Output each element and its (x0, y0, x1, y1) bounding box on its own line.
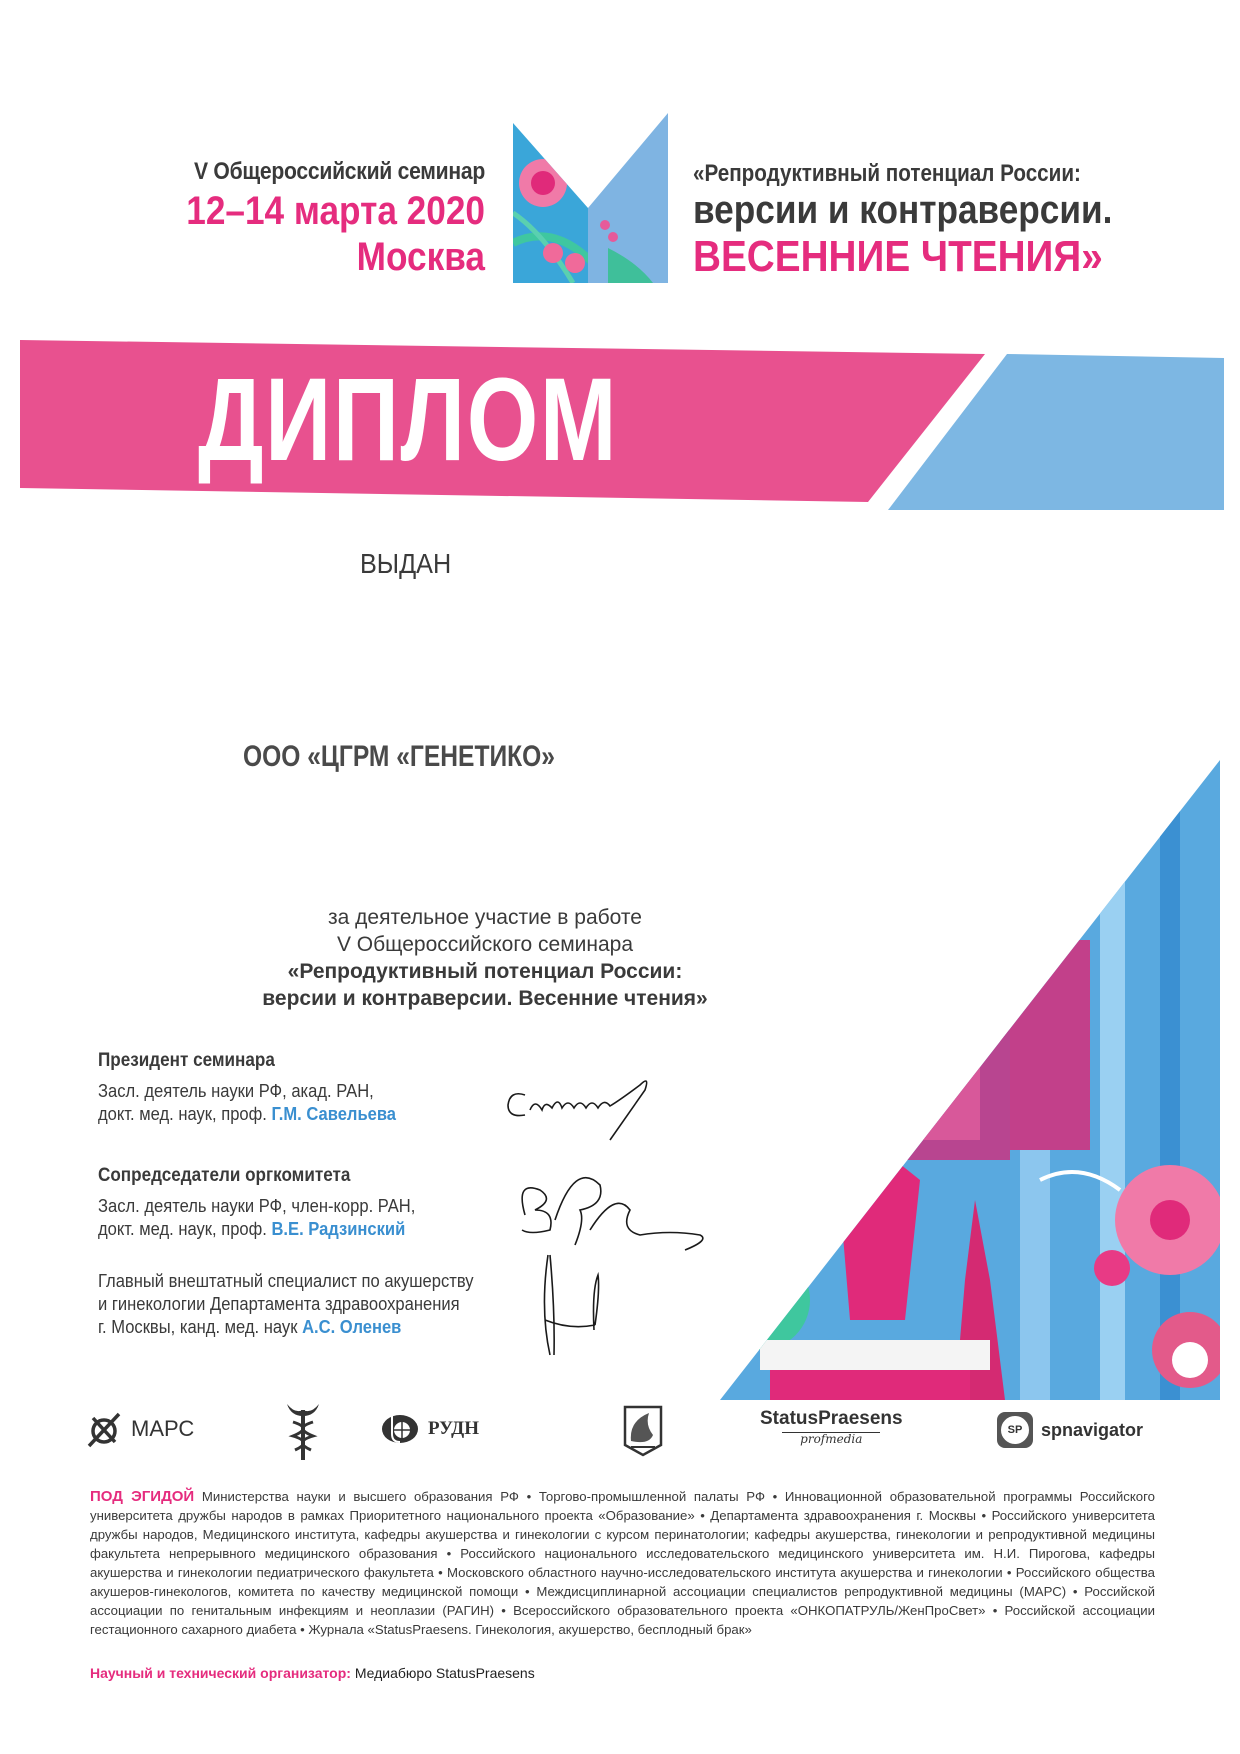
partner-logo-moscow-health (623, 1405, 663, 1457)
event-info (100, 158, 485, 280)
signatory-heading: Президент семинара (98, 1050, 275, 1071)
diploma-title: ДИПЛОМ (198, 354, 619, 486)
aegis-text: Министерства науки и высшего образования РФ • Торгово-промышленной палаты РФ • Инновационной образовательной программы Российского университета дружбы народов в рамках Приоритетного национального проекта «Образование» • Департамента здравоохранения г. Москвы • Российского университета дружбы народов, Медицинского института, кафедры акушерства и гинекологии с курсом перинатологии; кафедры акушерства, гинекологии и репродуктивной медицины факультета непрерывного медицинского образования • Российского национального исследовательского медицинского университета им. Н.И. Пирогова, кафедры акушерства и гинекологии педиатрического факультета • Московского областного научно-исследовательского института акушерства и гинекологии • Российского общества акушеров-гинекологов, комитета по качеству медицинской помощи • Междисциплинарной ассоциации специалистов репродуктивной медицины (МАРС) • Российской ассоциации по генитальным инфекциям и неоплазии (РАГИН) • Всероссийского образовательного проекта «ОНКОПАТРУЛЬ/ЖенПроСвет» • Российской ассоциации гестационного сахарного диабета • Журнала «StatusPraesens. Гинекология, акушерство, бесплодный брак» (90, 1489, 1155, 1637)
partner-logo-label: РУДН (428, 1418, 480, 1439)
signatory-credentials: Засл. деятель науки РФ, акад. РАН, (98, 1081, 374, 1101)
award-reason (160, 904, 810, 1012)
signatory-chief-specialist (98, 1270, 518, 1339)
partner-logo-sublabel: profmedia (782, 1432, 880, 1445)
signature-olenev (544, 1255, 598, 1355)
signatory-credentials: г. Москвы, канд. мед. наук (98, 1317, 303, 1337)
partner-logo-label: МАРС (131, 1416, 195, 1441)
sp-badge-text: SP (1001, 1416, 1029, 1444)
seminar-title-line1: «Репродуктивный потенциал России: (693, 160, 1081, 187)
rudn-globe-icon (380, 1412, 420, 1446)
reason-line: V Общероссийского семинара (336, 933, 634, 956)
recipient-name: ООО «ЦГРМ «ГЕНЕТИКО» (243, 740, 555, 773)
organizer-label: Научный и технический организатор: (90, 1665, 351, 1681)
moscow-health-shield-icon (623, 1405, 663, 1457)
signatory-credentials: докт. мед. наук, проф. (98, 1219, 272, 1239)
partner-logo-mars (85, 1410, 194, 1448)
moscow-motif-illustration (720, 760, 1220, 1400)
mars-crossed-circle-icon (85, 1410, 123, 1448)
partner-logo-label: StatusPraesens (760, 1408, 903, 1429)
reason-line: за деятельное участие в работе (328, 906, 642, 929)
caduceus-icon (285, 1400, 321, 1462)
issued-label: ВЫДАН (360, 548, 452, 579)
seminar-title-line3: ВЕСЕННИЕ ЧТЕНИЯ» (693, 232, 1103, 281)
event-city: Москва (356, 235, 485, 279)
diploma-banner (0, 340, 1240, 510)
organizer-value: Медиабюро StatusPraesens (354, 1665, 535, 1681)
signatory-credentials: Засл. деятель науки РФ, член-корр. РАН, (98, 1196, 416, 1216)
signatory-cochair (98, 1165, 518, 1241)
partner-logo-caduceus (285, 1400, 321, 1462)
aegis-label: ПОД ЭГИДОЙ (90, 1488, 195, 1505)
reason-line: версии и контраверсии. Весенние чтения» (262, 987, 708, 1010)
organizer-line (90, 1665, 535, 1681)
aegis-statement (90, 1487, 1155, 1639)
signatory-name: В.Е. Радзинский (271, 1219, 406, 1239)
signatory-heading: Сопредседатели оргкомитета (98, 1165, 351, 1186)
signature-saveleva (508, 1081, 647, 1140)
partner-logo-label: spnavigator (1041, 1419, 1144, 1440)
seminar-title (693, 160, 1163, 282)
partner-logo-statuspraesens (760, 1408, 903, 1445)
signatory-president (98, 1050, 518, 1126)
partner-logo-spnavigator (997, 1412, 1143, 1448)
seminar-number: V Общероссийский семинар (193, 158, 485, 185)
signatory-credentials: докт. мед. наук, проф. (98, 1104, 272, 1124)
partner-logos (80, 1400, 1180, 1470)
event-dates: 12–14 марта 2020 (186, 189, 485, 233)
signatory-name: А.С. Оленев (302, 1317, 402, 1337)
signatory-credentials: Главный внештатный специалист по акушерству (98, 1271, 474, 1291)
reason-line: «Репродуктивный потенциал России: (287, 960, 683, 983)
signatory-name: Г.М. Савельева (271, 1104, 397, 1124)
partner-logo-rudn (380, 1412, 479, 1446)
seminar-logo-icon (513, 113, 668, 283)
signatory-credentials: и гинекологии Департамента здравоохранения (98, 1294, 460, 1314)
signature-radzinsky (522, 1178, 703, 1250)
sp-badge-icon (997, 1412, 1033, 1448)
seminar-title-line2: версии и контраверсии. (693, 188, 1113, 232)
signatures (500, 1070, 730, 1360)
